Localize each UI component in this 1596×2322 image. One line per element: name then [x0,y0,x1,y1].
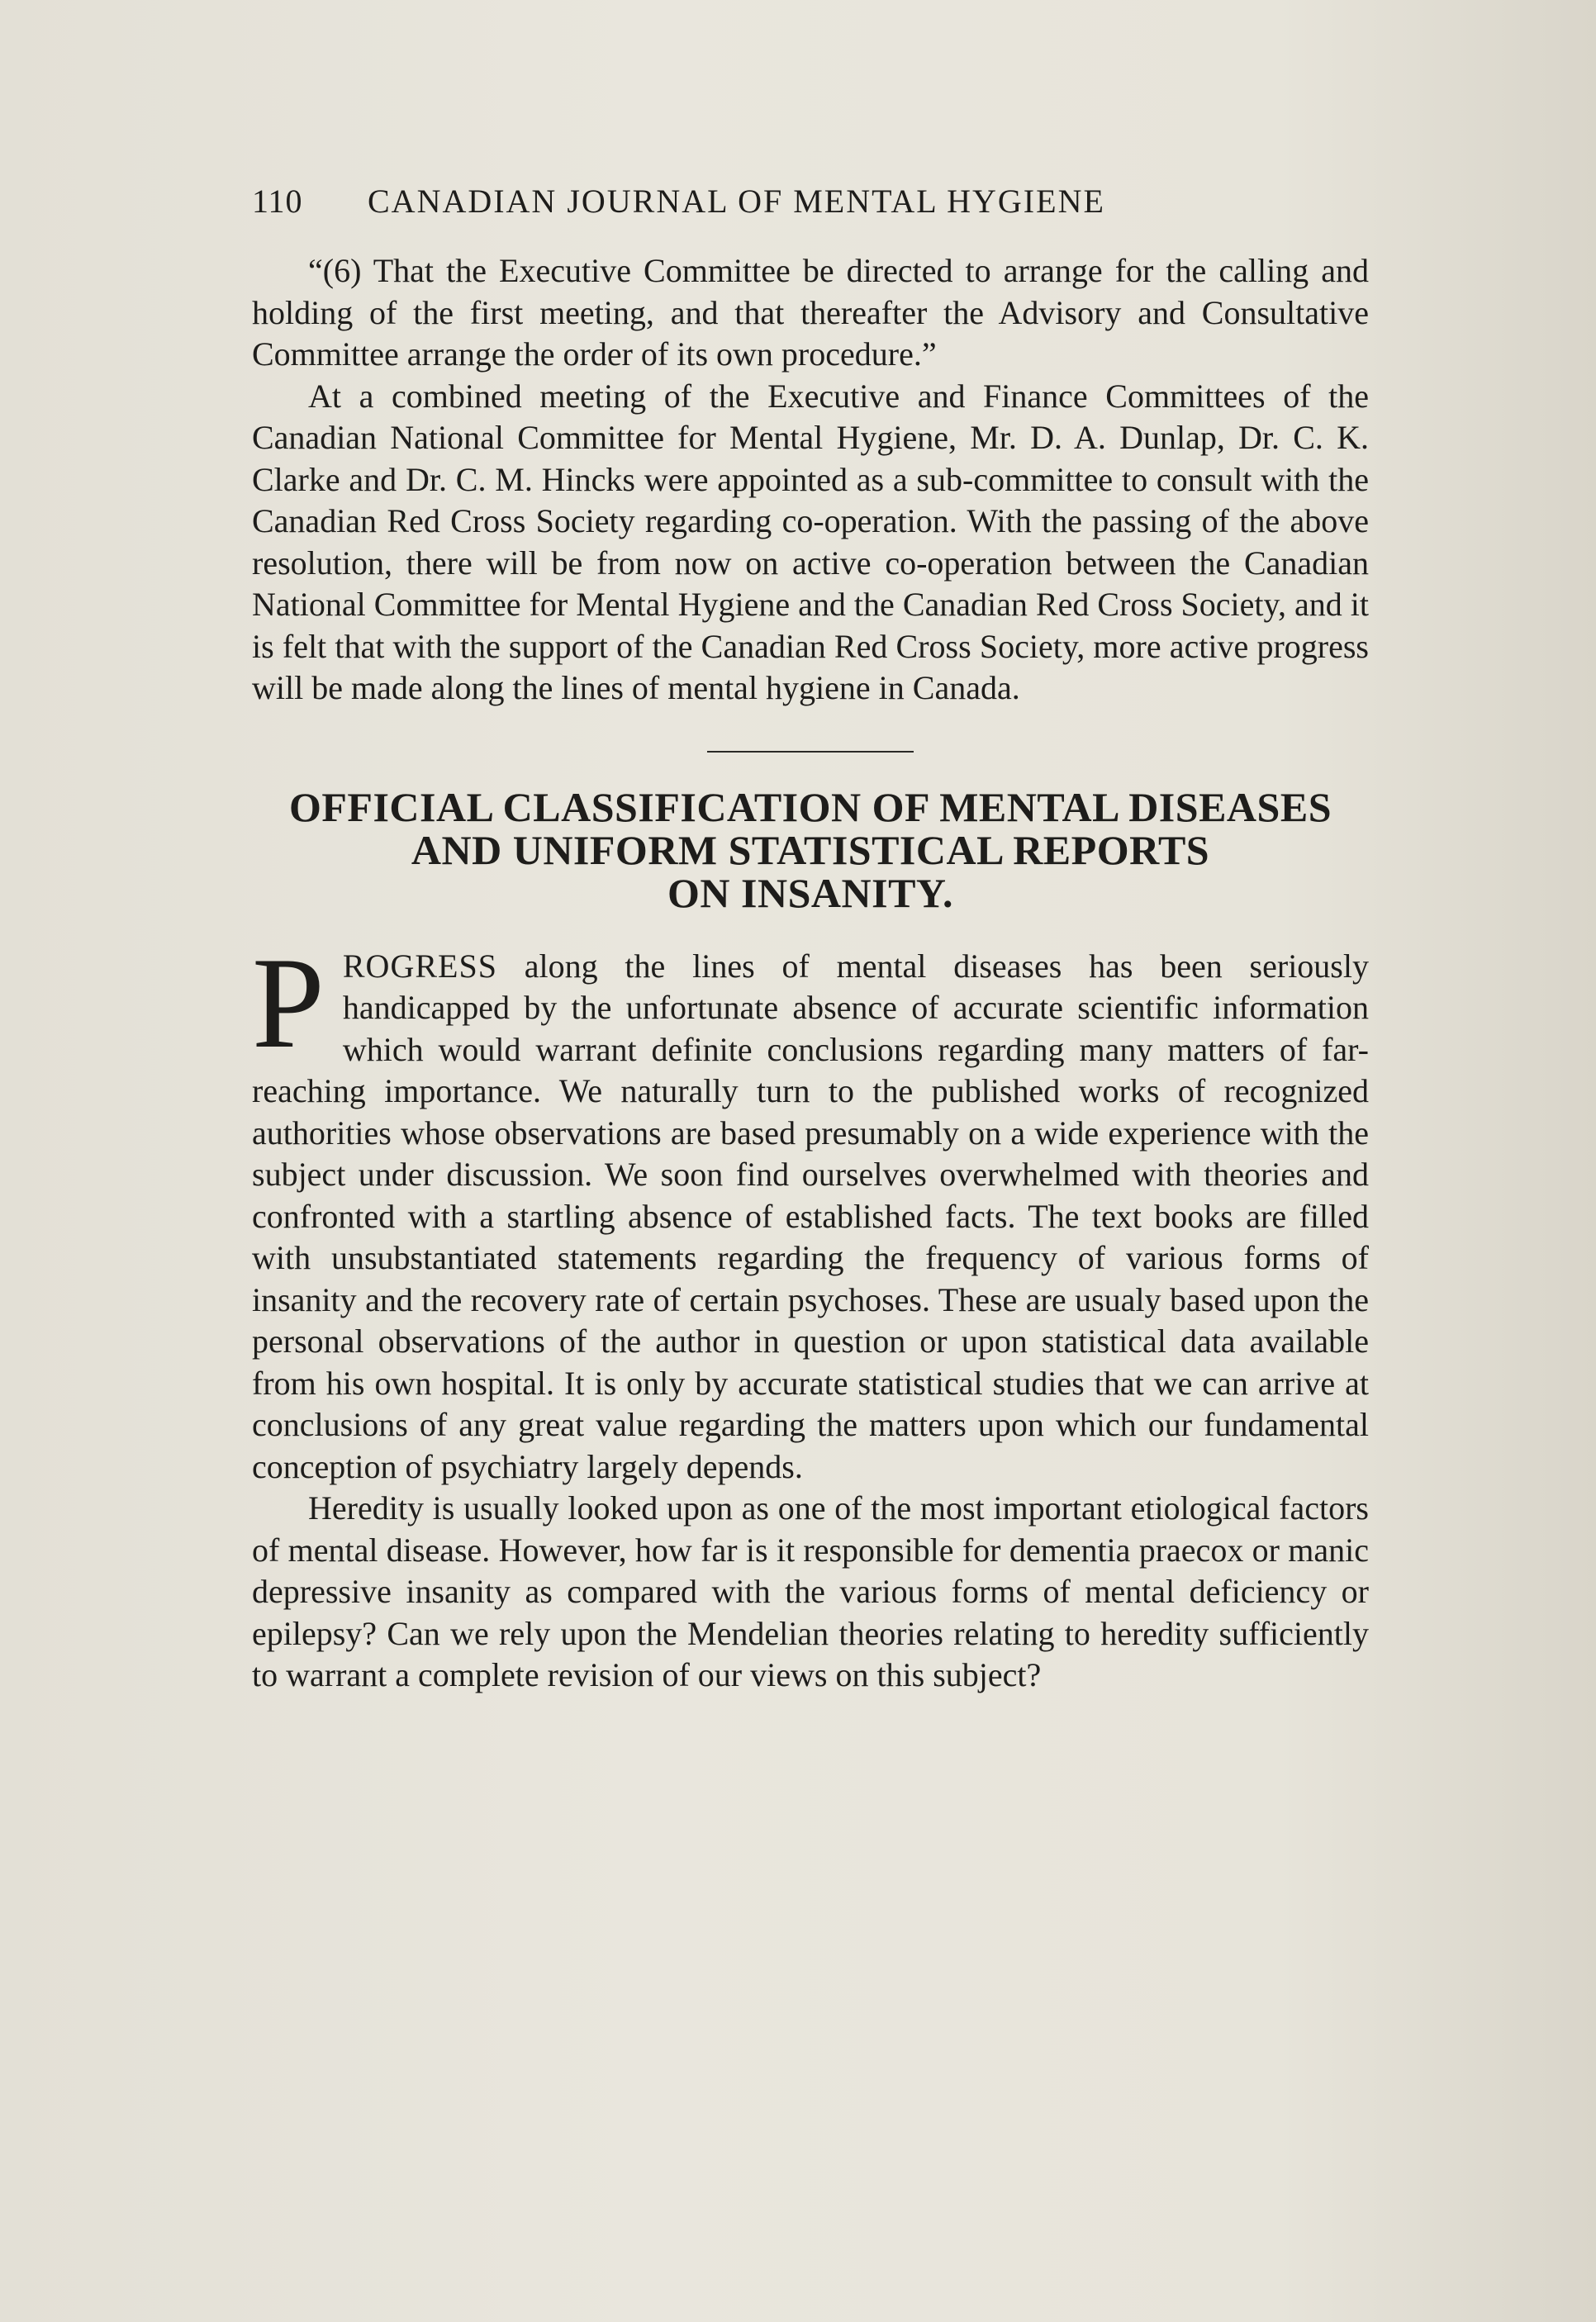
running-head [252,182,1369,221]
journal-title: CANADIAN JOURNAL OF MENTAL HYGIENE [368,183,1105,220]
paragraph-progress-text: along the lines of mental diseases has been seriously handicapped by the unfortunate absence of accurate scientific information which would warrant definite conclusions regarding many matters of far-reaching importance. We naturally turn to the published works of recognized authorities whose observations are based presumably on a wide experience with the subject under discussion. We soon find ourselves overwhelmed with theories and confronted with a startling absence of established facts. The text books are filled with unsubstantiated statements regarding the frequency of various forms of insanity and the recovery rate of certain psychoses. These are usualy based upon the personal observations of the author in question or upon statistical data available from his own hospital. It is only by accurate statistical studies that we can arrive at conclusions of any great value regarding the matters upon which our fundamental conception of psychiatry largely depends. [252,947,1369,1485]
article-heading-line-1: OFFICIAL CLASSIFICATION OF MENTAL DISEASES [288,783,1332,830]
paragraph-resolution-six: “(6) That the Executive Committee be directed to arrange for the calling and holding of the first meeting, and that thereafter the Advisory and Consultative Committee arrange the order of its own procedure.” [252,252,1369,373]
paragraph-heredity: Heredity is usually looked upon as one of the most important etiological factors of mental disease. However, how far is it responsible for dementia praecox or manic depressive insanity as compared with the various forms of mental deficiency or epilepsy? Can we rely upon the Mendelian theories relating to heredity sufficiently to warrant a complete revision of our views on this subject? [252,1489,1369,1693]
journal-page [252,182,1369,1697]
paragraph-combined-meeting: At a combined meeting of the Executive and Finance Committees of the Canadian National Committee for Mental Hygiene, Mr. D. A. Dunlap, Dr. C. K. Clarke and Dr. C. M. Hincks were appointed as a sub-committee to consult with the Canadian Red Cross Society regarding co-operation. With the passing of the above resolution, there will be from now on active co-operation between the Canadian National Committee for Mental Hygiene and the Canadian Red Cross Society, and it is felt that with the support of the Canadian Red Cross Society, more active progress will be made along the lines of mental hygiene in Canada. [252,377,1369,706]
drop-cap-letter: P [252,930,325,1076]
lead-word-rest: ROGRESS [342,947,497,985]
article-heading-line-2: AND UNIFORM STATISTICAL REPORTS [411,826,1210,873]
article-heading-line-3: ON INSANITY. [667,869,953,916]
page-number: 110 [252,183,303,220]
paragraph-progress [252,930,1369,1489]
article-heading [252,783,1369,916]
section-divider [707,751,914,753]
